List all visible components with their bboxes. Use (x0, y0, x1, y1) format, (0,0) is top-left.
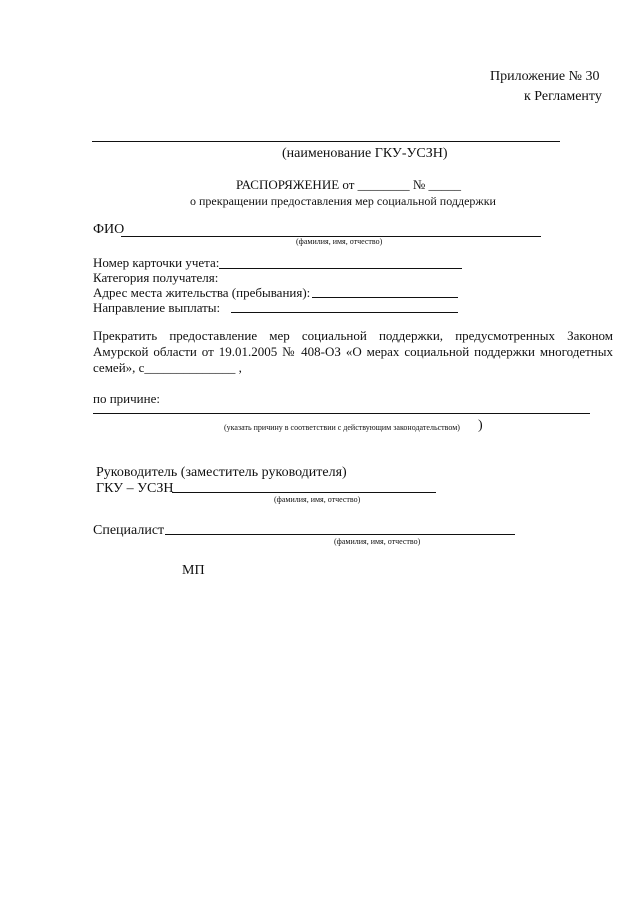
specialist-hint: (фамилия, имя, отчество) (334, 537, 421, 546)
stamp-label: МП (182, 563, 205, 578)
reglament-reference: к Регламенту (524, 89, 602, 104)
reason-hint: (указать причину в соответствии с действующим законодательством) (224, 423, 460, 432)
head-title: Руководитель (заместитель руководителя) (96, 465, 347, 480)
card-number-label: Номер карточки учета: (93, 255, 220, 270)
body-line-1: Прекратить предоставление мер социальной поддержки, предусмотренных Законом (93, 328, 613, 343)
order-title: РАСПОРЯЖЕНИЕ от ________ № _____ (236, 177, 462, 192)
order-subtitle: о прекращении предоставления мер социальной поддержки (190, 194, 496, 208)
payment-label: Направление выплаты: (93, 300, 221, 315)
reason-line (93, 413, 590, 414)
body-line-2: Амурской области от 19.01.2005 № 408-ОЗ «О мерах социальной поддержки многодетных (93, 344, 613, 359)
fio-hint: (фамилия, имя, отчество) (296, 237, 383, 246)
reason-label: по причине: (93, 391, 160, 406)
reason-paren: ) (478, 418, 483, 433)
fio-label: ФИО (93, 222, 125, 237)
address-label: Адрес места жительства (пребывания): (93, 285, 311, 300)
specialist-signature-line (165, 534, 515, 535)
head-hint: (фамилия, имя, отчество) (274, 495, 361, 504)
head-org: ГКУ – УСЗН (96, 481, 174, 496)
org-name-line (92, 141, 560, 142)
org-name-hint: (наименование ГКУ-УСЗН) (282, 146, 448, 161)
head-signature-line (172, 492, 436, 493)
category-label: Категория получателя: (93, 270, 219, 285)
card-number-line (219, 268, 462, 269)
appendix-number: Приложение № 30 (490, 69, 600, 84)
payment-line (231, 312, 458, 313)
body-line-3: семей», с______________ , (93, 360, 242, 375)
specialist-label: Специалист (93, 523, 165, 538)
address-line (312, 297, 458, 298)
